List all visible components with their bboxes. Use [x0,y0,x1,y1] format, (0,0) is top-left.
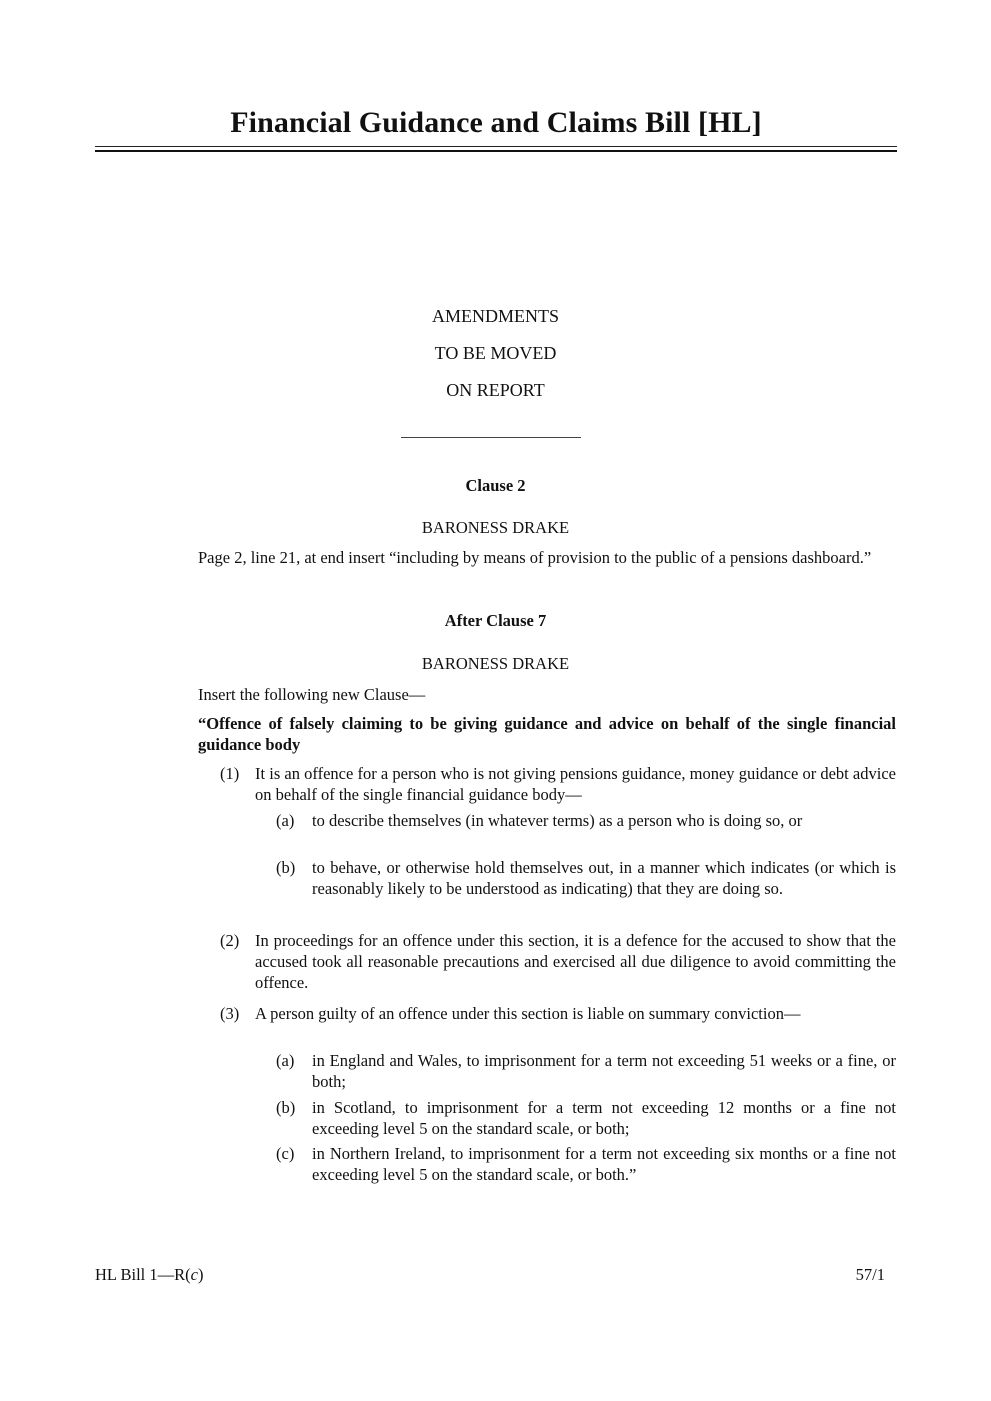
paragraph-text: in Scotland, to imprisonment for a term not exceeding 12 months or a fine not exceeding level 5 on the standard scale, or both; [312,1098,896,1138]
title-rule-thin [95,146,897,147]
amendment-text: Page 2, line 21, at end insert “including by means of provision to the public of a pensions dashboard.” [198,548,872,567]
paragraph-text: in Northern Ireland, to imprisonment for a term not exceeding six months or a fine not exceeding level 5 on the standard scale, or both.” [312,1144,896,1184]
insert-intro: Insert the following new Clause— [198,685,426,704]
page-reference: 57/1 [855,1265,885,1284]
subsection-text: It is an offence for a person who is not giving pensions guidance, money guidance or debt advice on behalf of the single financial guidance body— [255,764,896,804]
bill-reference-prefix: HL Bill 1—R( [95,1265,191,1284]
subsection-text: A person guilty of an offence under this section is liable on summary conviction— [255,1004,801,1023]
subsection-number: (2) [220,931,240,950]
paragraph-text: in England and Wales, to imprisonment for a term not exceeding 51 weeks or a fine, or both; [312,1051,896,1091]
paragraph-number: (b) [276,858,296,877]
caption-line-1: AMENDMENTS [431,306,559,326]
paragraph-number: (c) [276,1144,295,1163]
member-name: BARONESS DRAKE [421,654,570,673]
section-heading-clause-2: Clause 2 [465,476,526,495]
member-name: BARONESS DRAKE [421,518,570,537]
caption-separator [401,437,581,438]
subsection-number: (3) [220,1004,240,1023]
bill-reference-suffix: ) [197,1265,204,1284]
title-rule-thick [95,150,897,152]
caption-line-2: TO BE MOVED [434,343,557,363]
subsection-text: In proceedings for an offence under this section, it is a defence for the accused to show that the accused took all reasonable precautions and exercised all due diligence to avoid committing the offence. [255,931,896,992]
section-heading-after-clause-7: After Clause 7 [444,611,547,630]
paragraph-number: (a) [276,1051,295,1070]
new-clause-title: “Offence of falsely claiming to be giving guidance and advice on behalf of the single financial guidance body [198,714,896,754]
paragraph-text: to behave, or otherwise hold themselves out, in a manner which indicates (or which is reasonably likely to be understood as indicating) that they are doing so. [312,858,896,898]
document-title: Financial Guidance and Claims Bill [HL] [230,106,762,139]
paragraph-text: to describe themselves (in whatever terms) as a person who is doing so, or [312,811,803,830]
bill-reference [95,1265,203,1285]
bill-reference-italic: c [190,1265,198,1284]
caption-line-3: ON REPORT [446,380,545,400]
paragraph-number: (b) [276,1098,296,1117]
subsection-number: (1) [220,764,240,783]
paragraph-number: (a) [276,811,295,830]
